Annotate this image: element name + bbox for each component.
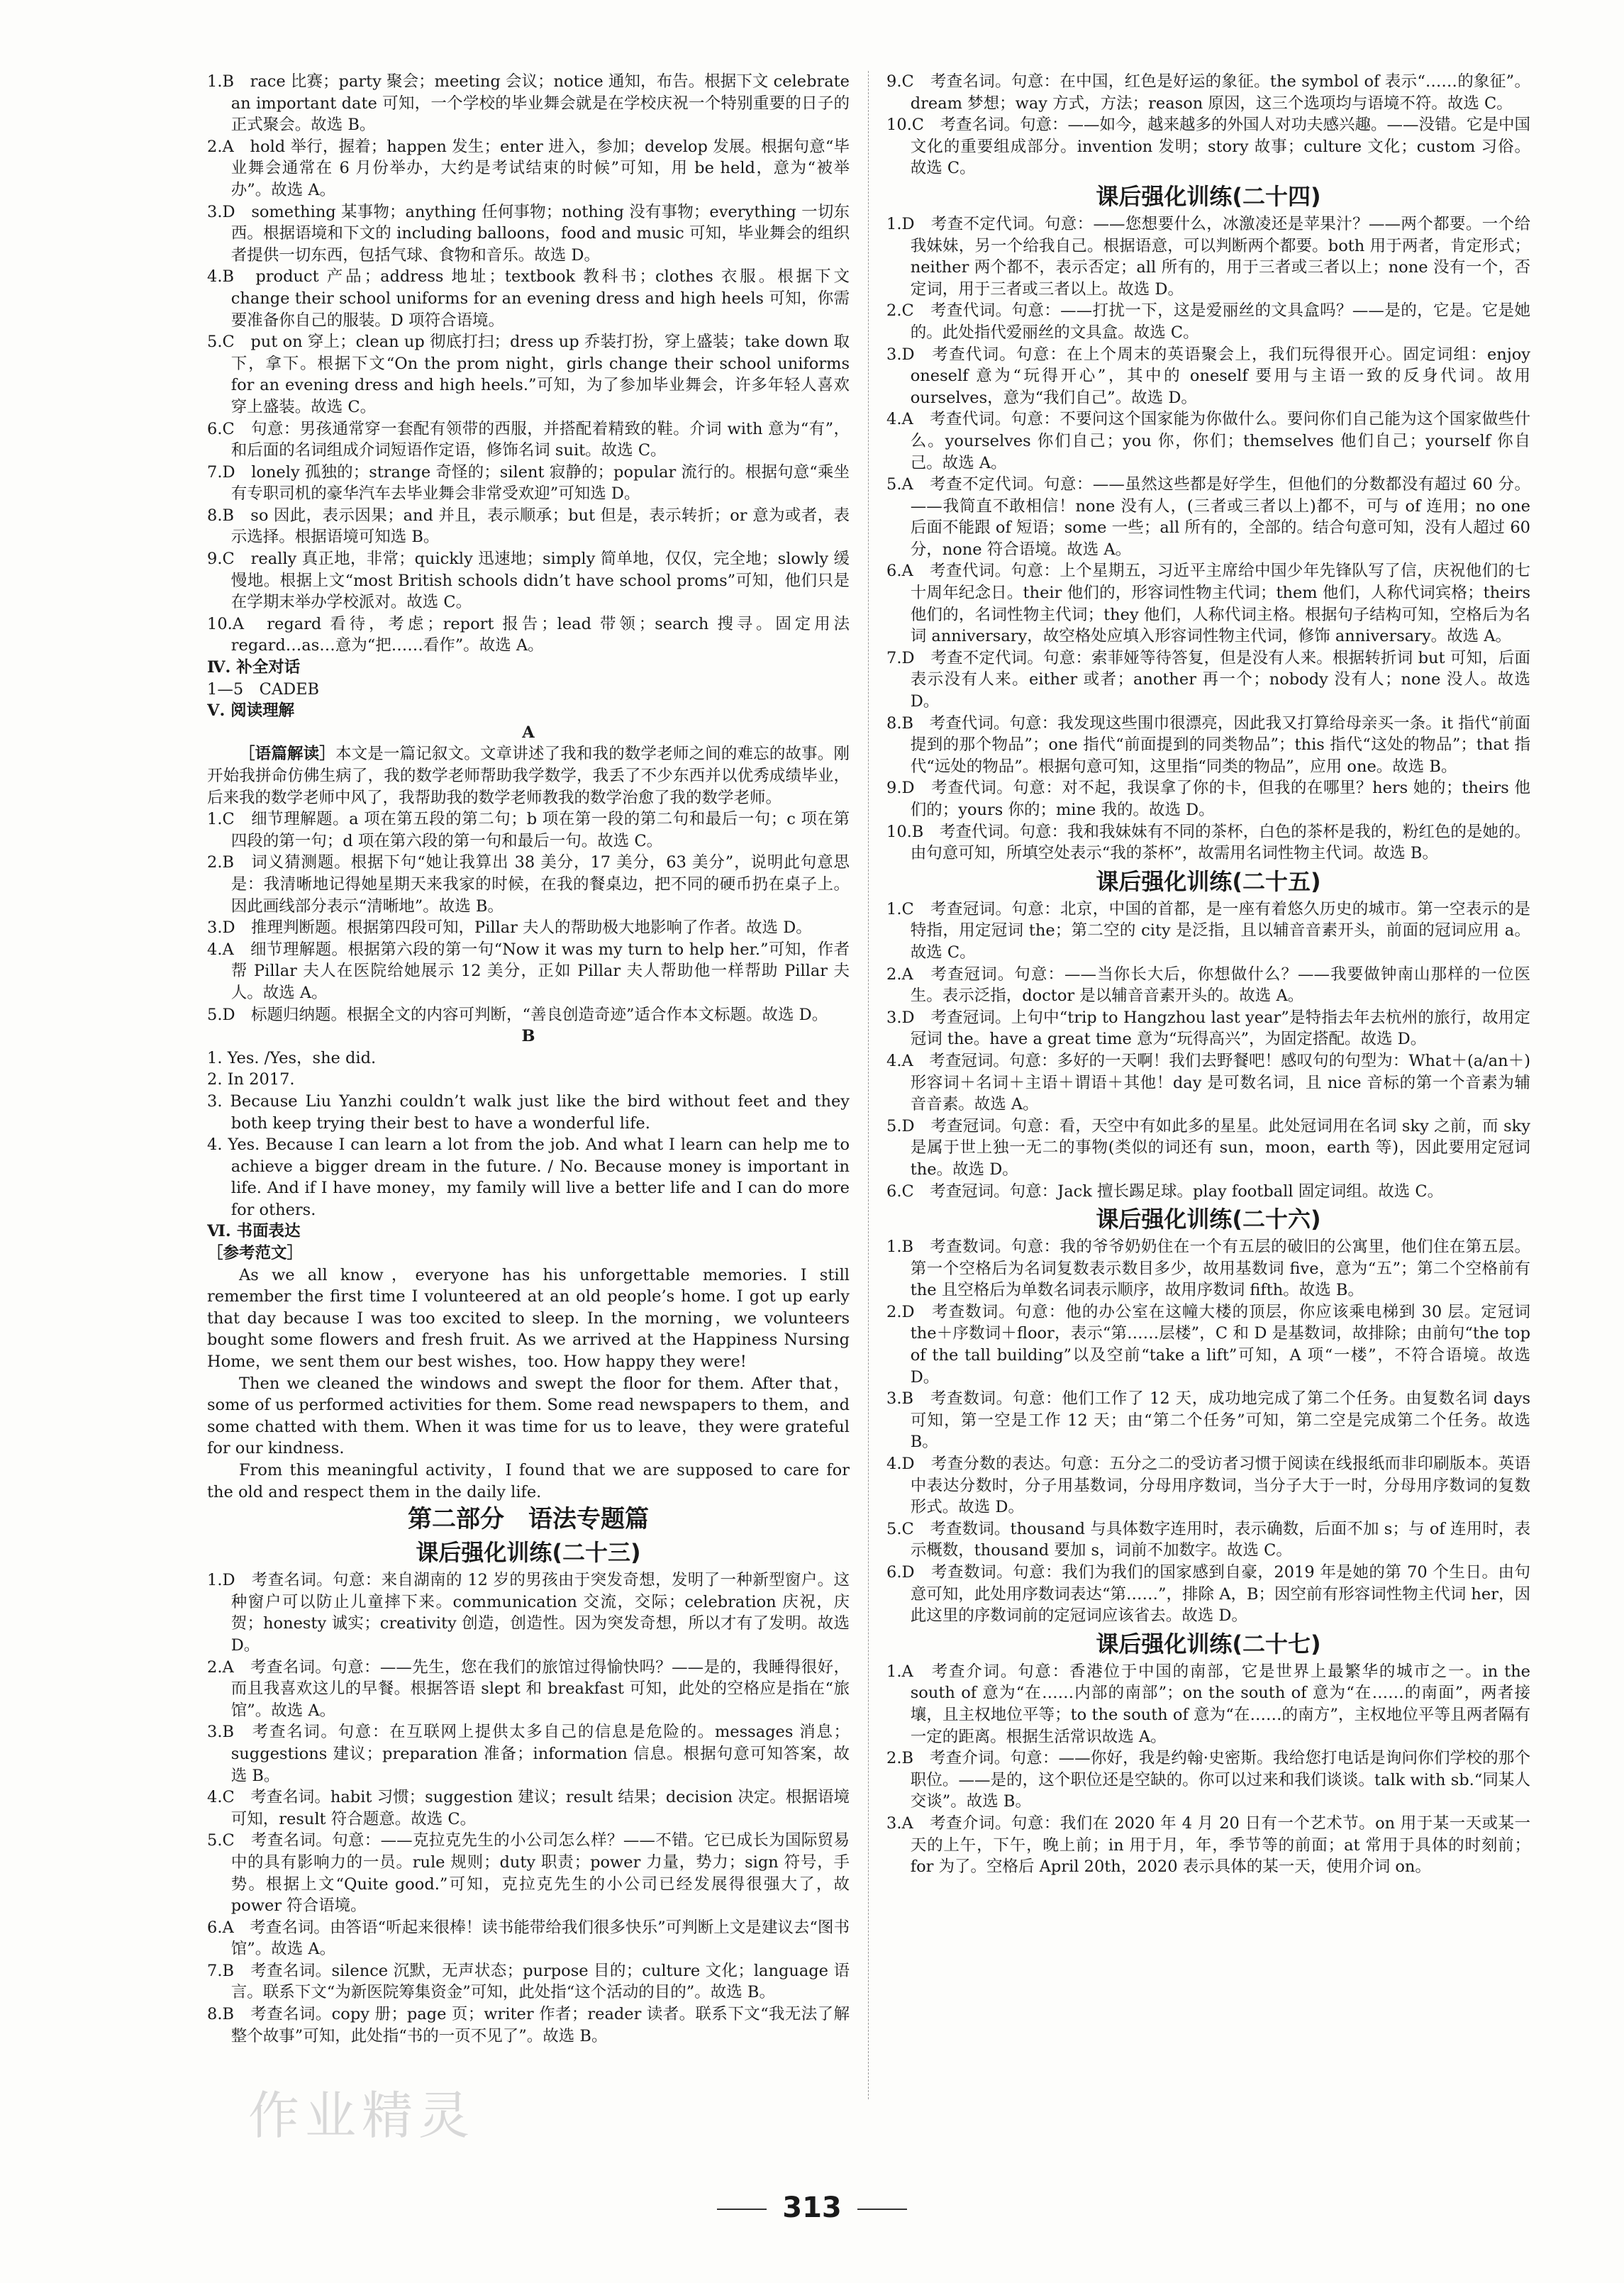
answer-list-part-b — [207, 1048, 850, 1221]
answer-list-part-a — [207, 809, 850, 1026]
analysis-text: 本文是一篇记叙文。文章讲述了我和我的数学老师之间的难忘的故事。刚开始我拼命仿佛生病了，我的数学老师帮助我学数学，我丢了不少东西并以优秀成绩毕业，后来我的数学老师中风了，我帮助我的数学老师教我的数学治愈了我的数学老师。 — [207, 745, 850, 807]
answer-item: 1.C 细节理解题。a 项在第五段的第二句；b 项在第一段的第二句和最后一句；c 项在第四段的第一句；d 项在第六段的第一句和最后一句。故选 C。 — [207, 810, 850, 850]
left-column — [207, 71, 850, 2128]
answer-item: 4.A 细节理解题。根据第六段的第一句“Now it was my turn to help her.”可知，作者帮 Pillar 夫人在医院给她展示 12 美分，正如 Pillar 夫人帮助他一样帮助 Pillar 夫人。故选 A。 — [207, 940, 850, 1002]
answer-list-drill-27 — [886, 1661, 1530, 1878]
answer-item: 1.B 考查数词。句意：我的爷爷奶奶住在一个有五层的破旧的公寓里，他们住在第五层。第一个空格后为名词复数表示数目多少，故用基数词 five，意为“五”；第二个空格前有 the 且空格后为单数名词表示顺序，故用序数词 fifth。故选 B。 — [886, 1238, 1530, 1300]
answer-item: 3.D 考查代词。句意：在上个周末的英语聚会上，我们玩得很开心。固定词组：enjoy oneself 意为“玩得开心”，其中的 oneself 要用与主语一致的反身代词。故用 ourselves，意为“我们自己”。故选 D。 — [886, 345, 1530, 407]
answer-item: 5.C 考查名词。句意：——克拉克先生的小公司怎么样？——不错。它已成长为国际贸易中的具有影响力的一员。rule 规则；duty 职责；power 力量，势力；sign 符号，手势。根据上文“Quite good.”可知，克拉克先生的小公司已经发展得很强大了，故 power 符合语境。 — [207, 1831, 850, 1916]
answer-item: 6.C 句意：男孩通常穿一套配有领带的西服，并搭配着精致的鞋。介词 with 意为“有”，和后面的名词组成介词短语作定语，修饰名词 suit。故选 C。 — [207, 419, 850, 460]
sample-essay — [207, 1265, 850, 1504]
answer-item: 7.D 考查不定代词。句意：索菲娅等待答复，但是没有人来。根据转折词 but 可知，后面表示没有人来。either 或者；another 再一个；nobody 没有人；none 没人。故选 D。 — [886, 648, 1530, 711]
analysis-tag: ［语篇解读］ — [239, 745, 335, 764]
answer-item: 6.A 考查代词。句意：上个星期五，习近平主席给中国少年先锋队写了信，庆祝他们的七十周年纪念日。their 他们的，形容词性物主代词；them 他们，人称代词宾格；theirs 他们的，名词性物主代词；they 他们，人称代词主格。根据句子结构可知，空格后为名词 anniversary，故空格处应填入形容词性物主代词，修饰 anniversary。故选 A。 — [886, 562, 1530, 646]
passage-analysis — [207, 743, 850, 809]
answer-list-drill-23 — [207, 1570, 850, 2047]
answer-item: 1.C 考查冠词。句意：北京，中国的首都，是一座有着悠久历史的城市。第一空表示的是特指，用定冠词 the；第二空的 city 是泛指，且以辅音音素开头，前面的冠词应用 a。故选 C。 — [886, 899, 1530, 962]
answer-item: 5.A 考查不定代词。句意：——虽然这些都是好学生，但他们的分数都没有超过 60 分。——我简直不敢相信！none 没有人，(三者或三者以上)都不，可与 of 连用；no one 后面不能跟 of 短语；some 一些；all 所有的，全部的。结合句意可知，没有人超过 60 分，none 符合语境。故选 A。 — [886, 475, 1530, 559]
column-divider — [868, 71, 869, 2099]
page-number-footer — [0, 2192, 1624, 2224]
essay-paragraph: From this meaningful activity，I found that we are supposed to care for the old and respect them in the daily life. — [207, 1461, 850, 1501]
right-column — [886, 71, 1530, 2128]
answer-item: 7.B 考查名词。silence 沉默，无声状态；purpose 目的；culture 文化；language 语言。联系下文“为新医院筹集资金”可知，此处指“这个活动的目的”。故选 B。 — [207, 1961, 850, 2002]
footer-dash-right — [857, 2209, 907, 2210]
answer-item: 10.C 考查名词。句意：——如今，越来越多的外国人对功夫感兴趣。——没错。它是中国文化的重要组成部分。invention 发明；story 故事；culture 文化；custom 习俗。故选 C。 — [886, 116, 1530, 178]
reading-part-a-label: A — [522, 723, 535, 742]
answer-list-top-left — [207, 71, 850, 657]
answer-item: 2.A hold 举行，握着；happen 发生；enter 进入，参加；develop 发展。根据句意“毕业舞会通常在 6 月份举办，大约是考试结束的时候”可知，用 be held，意为“被举办”。故选 A。 — [207, 137, 850, 199]
answer-item: 2.C 考查代词。句意：——打扰一下，这是爱丽丝的文具盒吗？——是的，它是。它是她的。此处指代爱丽丝的文具盒。故选 C。 — [886, 301, 1530, 342]
answer-item: 4.A 考查冠词。句意：多好的一天啊！我们去野餐吧！感叹句的句型为：What＋(a/an＋)形容词＋名词＋主语＋谓语＋其他！day 是可数名词，且 nice 音标的第一个音素为辅音音素。故选 A。 — [886, 1051, 1530, 1114]
answer-item: 5.C 考查数词。thousand 与具体数字连用时，表示确数，后面不加 s；与 of 连用时，表示概数，thousand 要加 s，词前不加数字。故选 C。 — [886, 1519, 1530, 1560]
part-two-title: 第二部分 语法专题篇 — [408, 1505, 649, 1534]
answer-item: 4.A 考查代词。句意：不要问这个国家能为你做什么。要问你们自己能为这个国家做些什么。yourselves 你们自己；you 你，你们；themselves 他们自己；yourself 你自己。故选 A。 — [886, 410, 1530, 472]
answer-item: 2.D 考查数词。句意：他的办公室在这幢大楼的顶层，你应该乘电梯到 30 层。定冠词 the＋序数词＋floor，表示“第……层楼”，C 和 D 是基数词，故排除；由前句“the top of the tall building”以及空前“take a lift”可知，A 项“一楼”，不符合语境。故选 D。 — [886, 1302, 1530, 1387]
essay-paragraph: As we all know，everyone has his unforgettable memories. I still remember the first time I volunteered at an old people’s home. I got up early that day because I was too excited to sleep. In the morning，we volunteers bought some flowers and fresh fruit. As we arrived at the Happiness Nursing Home，we sent them our best wishes，too. How happy they were! — [207, 1265, 850, 1372]
section-heading-reading: Ⅴ. 阅读理解 — [207, 701, 295, 721]
answer-list-top-right — [886, 71, 1530, 179]
answer-item: 3. Because Liu Yanzhi couldn’t walk just like the bird without feet and they both keep trying their best to have a wonderful life. — [207, 1091, 850, 1133]
answer-item: 4.D 考查分数的表达。句意：五分之二的受访者习惯于阅读在线报纸而非印刷版本。英语中表达分数时，分子用基数词，分母用序数词，当分子大于一时，分母用序数词的复数形式。故选 D。 — [886, 1455, 1530, 1517]
answer-item: 3.B 考查名词。句意：在互联网上提供太多自己的信息是危险的。messages 消息；suggestions 建议；preparation 准备；information 信息。根据句意可知答案，故选 B。 — [207, 1723, 850, 1785]
answer-item: 4.B product 产品；address 地址；textbook 教科书；clothes 衣服。根据下文 change their school uniforms for an evening dress and high heels 可知，你需要准备你自己的服装。D 项符合语境。 — [207, 267, 850, 330]
section-heading-dialogue: Ⅳ. 补全对话 — [207, 658, 301, 677]
watermark-logo: 作业精灵 — [248, 2086, 476, 2145]
answer-item: 1. Yes. /Yes，she did. — [207, 1048, 377, 1067]
answer-item: 8.B 考查代词。句意：我发现这些围巾很漂亮，因此我又打算给母亲买一条。it 指代“前面提到的那个物品”；one 指代“前面提到的同类物品”；this 指代“这处的物品”；that 指代“远处的物品”。根据句意可知，这里指“同类的物品”，应用 one。故选 B。 — [886, 713, 1530, 776]
answer-item: 2.A 考查冠词。句意：——当你长大后，你想做什么？——我要做钟南山那样的一位医生。表示泛指，doctor 是以辅音音素开头的。故选 A。 — [886, 965, 1530, 1006]
answer-item: 1.D 考查不定代词。句意：——您想要什么，冰激凌还是苹果汁？——两个都要。一个给我妹妹，另一个给我自己。根据语意，可以判断两个都要。both 用于两者，肯定形式；neither 两个都不，表示否定；all 所有的，用于三者或三者以上；none 没有一个，否定词，用于三者或三者以上。故选 D。 — [886, 214, 1530, 299]
answer-item: 2. In 2017. — [207, 1070, 295, 1089]
answer-item: 5.D 考查冠词。句意：看，天空中有如此多的星星。此处冠词用在名词 sky 之前，而 sky 是属于世上独一无二的事物(类似的词还有 sun，moon，earth 等)，因此要用定冠词 the。故选 D。 — [886, 1116, 1530, 1179]
answer-item: 5.D 标题归纳题。根据全文的内容可判断，“善良创造奇迹”适合作本文标题。故选 D。 — [207, 1005, 828, 1024]
answer-item: 1.B race 比赛；party 聚会；meeting 会议；notice 通知，布告。根据下文 celebrate an important date 可知，一个学校的毕业舞会就是在学校庆祝一个特别重要的日子的正式聚会。故选 B。 — [207, 72, 850, 135]
answer-item: 6.C 考查冠词。句意：Jack 擅长踢足球。play football 固定词组。故选 C。 — [886, 1182, 1444, 1201]
answer-item: 4. Yes. Because I can learn a lot from the job. And what I learn can help me to achieve a bigger dream in the future. / No. Because money is important in life. And if I have money，my family will live a better life and I can do more for others. — [207, 1135, 850, 1219]
answer-item: 1.A 考查介词。句意：香港位于中国的南部，它是世界上最繁华的城市之一。in the south of 意为“在……内部的南部”；on the south of 意为“在……的南面”，两者接壤，且主权地位平等；to the south of 意为“在……的南方”，主权地位平等且两者隔有一定的距离。根据生活常识故选 A。 — [886, 1662, 1530, 1746]
answer-item: 6.A 考查名词。由答语“听起来很棒！读书能带给我们很多快乐”可判断上文是建议去“图书馆”。故选 A。 — [207, 1918, 850, 1959]
answer-item: 7.D lonely 孤独的；strange 奇怪的；silent 寂静的；popular 流行的。根据句意“乘坐有专职司机的豪华汽车去毕业舞会非常受欢迎”可知选 D。 — [207, 462, 850, 504]
answer-list-drill-24 — [886, 213, 1530, 865]
essay-paragraph: Then we cleaned the windows and swept the floor for them. After that，some of us performed activities for them. Some read newspapers to them，and some chatted with them. When it was time for us to leave，they were grateful for our kindness. — [207, 1374, 850, 1458]
answer-item: 9.C 考查名词。句意：在中国，红色是好运的象征。the symbol of 表示“……的象征”。dream 梦想；way 方式，方法；reason 原因，这三个选项均与语境不符。故选 C。 — [886, 72, 1530, 113]
answer-item: 2.A 考查名词。句意：——先生，您在我们的旅馆过得愉快吗？——是的，我睡得很好，而且我喜欢这儿的早餐。根据答语 slept 和 breakfast 可知，此处的空格应是指在“旅馆”。故选 A。 — [207, 1657, 850, 1720]
answer-list-drill-25 — [886, 899, 1530, 1202]
drill-title-24: 课后强化训练(二十四) — [1096, 182, 1321, 210]
page-number: 313 — [782, 2192, 842, 2224]
answer-item: 8.B 考查名词。copy 册；page 页；writer 作者；reader 读者。联系下文“我无法了解整个故事”可知，此处指“书的一页不见了”。故选 B。 — [207, 2005, 850, 2045]
answer-item: 3.D something 某事物；anything 任何事物；nothing 没有事物；everything 一切东西。根据语境和下文的 including balloons，food and music 可知，毕业舞会的组织者提供一切东西，包括气球、食物和音乐。故选 D。 — [207, 202, 850, 265]
answer-item: 3.D 考查冠词。上句中“trip to Hangzhou last year”是特指去年去杭州的旅行，故用定冠词 the。have a great time 意为“玩得高兴”，为固定搭配。故选 D。 — [886, 1008, 1530, 1049]
drill-title-25: 课后强化训练(二十五) — [1096, 867, 1321, 895]
drill-title-26: 课后强化训练(二十六) — [1096, 1206, 1321, 1233]
answer-item: 1.D 考查名词。句意：来自湖南的 12 岁的男孩由于突发奇想，发明了一种新型窗户。这种窗户可以防止儿童摔下来。communication 交流，交际；celebration 庆祝，庆贺；honesty 诚实；creativity 创造，创造性。因为突发奇想，所以才有了发明。故选 D。 — [207, 1571, 850, 1655]
answer-item: 10.A regard 看待，考虑；report 报告；lead 带领；search 搜寻。固定用法 regard…as…意为“把……看作”。故选 A。 — [207, 614, 850, 655]
answer-item: 9.D 考查代词。句意：对不起，我误拿了你的卡，但我的在哪里？hers 她的；theirs 他们的；yours 你的；mine 我的。故选 D。 — [886, 779, 1530, 819]
answer-item: 2.B 词义猜测题。根据下句“她让我算出 38 美分，17 美分，63 美分”，说明此句意思是：我清晰地记得她星期天来我家的时候，在我的餐桌边，把不同的硬币扔在桌子上。因此画线部分表示“清晰地”。故选 B。 — [207, 853, 850, 916]
answer-item: 10.B 考查代词。句意：我和我妹妹有不同的茶杯，白色的茶杯是我的，粉红色的是她的。由句意可知，所填空处表示“我的茶杯”，故需用名词性物主代词。故选 B。 — [886, 822, 1530, 863]
sample-essay-tag: ［参考范文］ — [207, 1244, 304, 1263]
answer-item: 6.D 考查数词。句意：我们为我们的国家感到自豪，2019 年是她的第 70 个生日。由句意可知，此处用序数词表达“第……”，排除 A，B；因空前有形容词性物主代词 her，因此这里的序数词前的定冠词应该省去。故选 D。 — [886, 1563, 1530, 1626]
footer-dash-left — [717, 2209, 767, 2210]
dialogue-answers: 1—5 CADEB — [207, 679, 320, 699]
drill-title-27: 课后强化训练(二十七) — [1096, 1630, 1321, 1657]
drill-title-23: 课后强化训练(二十三) — [416, 1539, 641, 1567]
answer-item: 3.A 考查介词。句意：我们在 2020 年 4 月 20 日有一个艺术节。on 用于某一天或某一天的上午，下午，晚上前；in 用于月，年，季节等的前面；at 常用于具体的时刻前；for 为了。空格后 April 20th，2020 表示具体的某一天，使用介词 on。 — [886, 1813, 1530, 1877]
answer-item: 3.D 推理判断题。根据第四段可知，Pillar 夫人的帮助极大地影响了作者。故选 D。 — [207, 918, 812, 938]
answer-item: 2.B 考查介词。句意：——你好，我是约翰·史密斯。我给您打电话是询问你们学校的那个职位。——是的，这个职位还是空缺的。你可以过来和我们谈谈。talk with sb.“同某人交谈”。故选 B。 — [886, 1749, 1530, 1811]
answer-item: 4.C 考查名词。habit 习惯；suggestion 建议；result 结果；decision 决定。根据语境可知，result 符合题意。故选 C。 — [207, 1788, 850, 1828]
answer-item: 8.B so 因此，表示因果；and 并且，表示顺承；but 但是，表示转折；or 意为或者，表示选择。根据语境可知选 B。 — [207, 506, 850, 547]
section-heading-writing: Ⅵ. 书面表达 — [207, 1222, 301, 1241]
answer-list-drill-26 — [886, 1236, 1530, 1627]
answer-item: 5.C put on 穿上；clean up 彻底打扫；dress up 乔装打扮，穿上盛装；take down 取下，拿下。根据下文“On the prom night，girls change their school uniforms for an evening dress and high heels.”可知，为了参加毕业舞会，许多年轻人喜欢穿上盛装。故选 C。 — [207, 333, 850, 416]
reading-part-b-label: B — [521, 1027, 535, 1046]
answer-item: 9.C really 真正地，非常；quickly 迅速地；simply 简单地，仅仅，完全地；slowly 缓慢地。根据上文“most British schools didn’t have school proms”可知，他们只是在学期末举办学校派对。故选 C。 — [207, 550, 850, 612]
answer-item: 3.B 考查数词。句意：他们工作了 12 天，成功地完成了第二个任务。由复数名词 days 可知，第一空是工作 12 天；由“第二个任务”可知，第二空是完成第二个任务。故选 B。 — [886, 1389, 1530, 1452]
